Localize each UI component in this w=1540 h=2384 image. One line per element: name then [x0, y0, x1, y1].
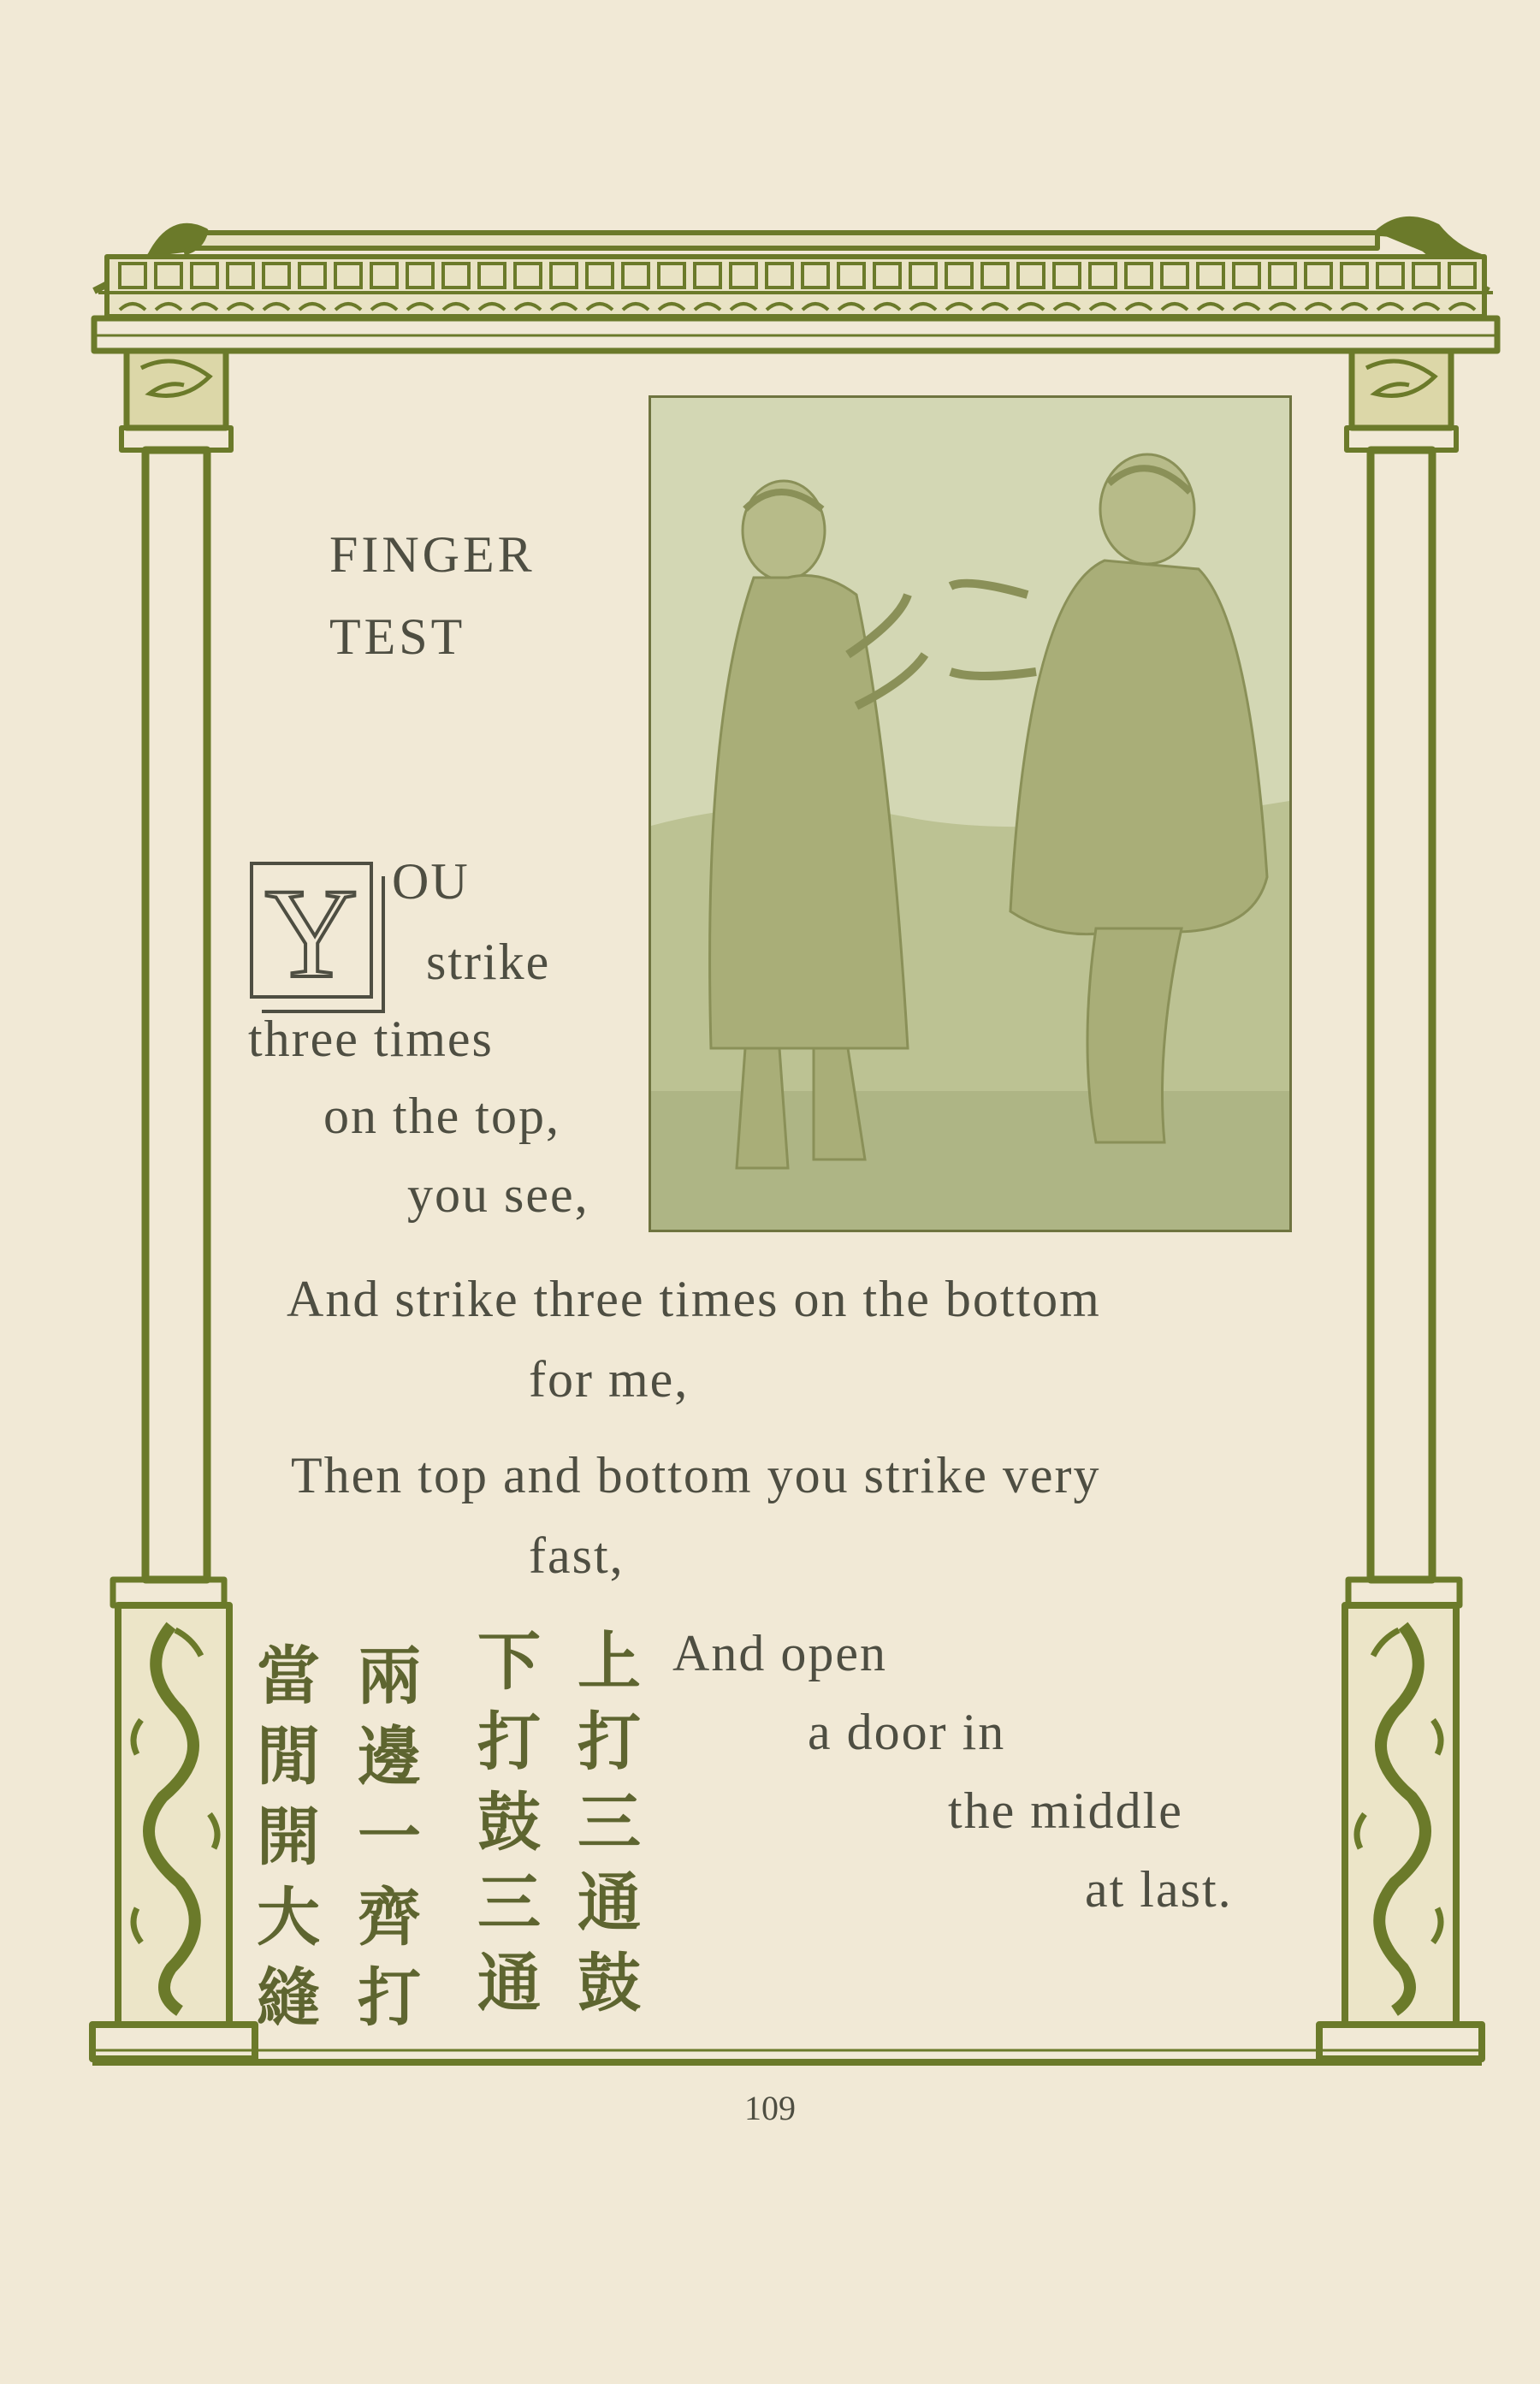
chinese-column-2: 下 打 鼓 三 通 — [477, 1625, 541, 2020]
verse-line-13: at last. — [1085, 1861, 1233, 1918]
verse-line-12: the middle — [948, 1782, 1183, 1839]
verse-line-8: Then top and bottom you strike very — [291, 1447, 1101, 1503]
chinese-column-3: 兩 邊 一 齊 打 — [358, 1640, 421, 2035]
roof-ornament-left — [150, 226, 205, 257]
right-plinth — [1319, 2025, 1482, 2059]
title-line-1: FINGER — [329, 526, 536, 583]
verse-line-11: a door in — [808, 1704, 1006, 1760]
page-number: 109 — [744, 2089, 796, 2127]
poem-title — [329, 513, 536, 678]
verse-line-5: you see, — [407, 1166, 589, 1223]
photograph-two-children — [649, 395, 1292, 1232]
title-line-2: TEST — [329, 608, 466, 665]
chinese-column-4: 當 閒 開 大 縫 — [257, 1640, 320, 2035]
verse-line-3: three times — [248, 1011, 494, 1067]
verse-line-10: And open — [672, 1625, 887, 1681]
right-column — [1371, 450, 1432, 1580]
roof-beam — [192, 233, 1377, 248]
verse-line-9: fast, — [529, 1527, 625, 1584]
verse-line-7: for me, — [529, 1351, 690, 1408]
left-plinth — [92, 2025, 255, 2059]
verse-line-2: strike — [426, 934, 551, 990]
dropcap-letter: Y — [250, 862, 373, 999]
verse-line-4: on the top, — [323, 1088, 560, 1144]
left-column — [145, 450, 207, 1580]
verse-line-6: And strike three times on the bottom — [287, 1271, 1101, 1327]
chinese-column-1: 上 打 三 通 鼓 — [578, 1625, 641, 2020]
verse-line-1: OU — [392, 853, 470, 910]
